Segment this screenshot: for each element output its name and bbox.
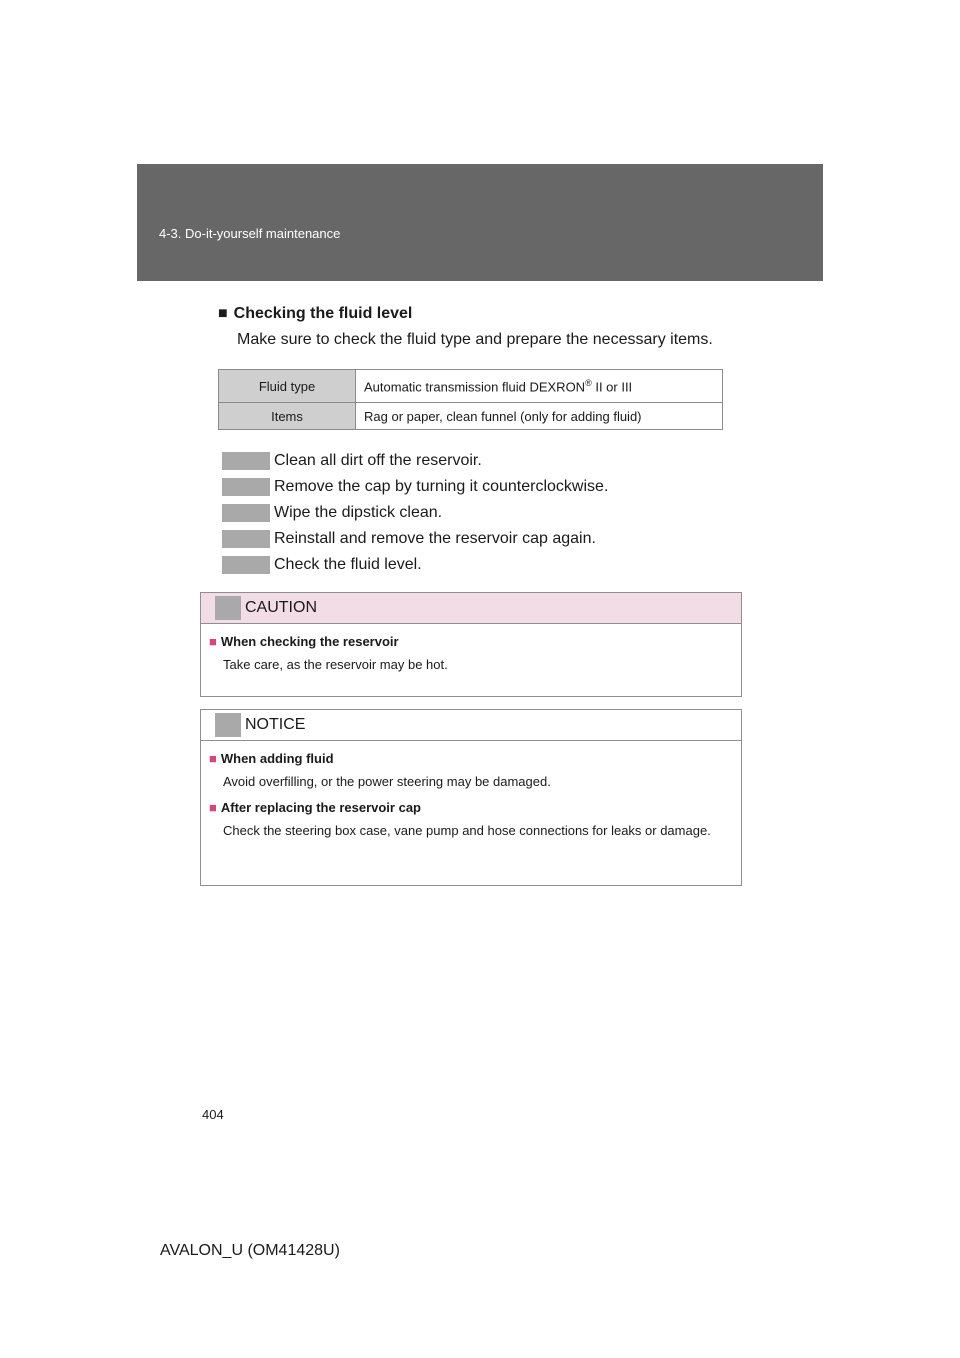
registered-mark: ® xyxy=(585,377,592,388)
notice-icon xyxy=(215,713,241,737)
table-value xyxy=(356,370,723,403)
step-text: Check the fluid level. xyxy=(274,556,422,573)
table-row xyxy=(219,370,723,403)
list-item xyxy=(222,526,608,552)
table-key: Fluid type xyxy=(219,370,356,403)
notice-title: NOTICE xyxy=(245,716,306,733)
notice-header xyxy=(201,710,741,741)
caution-body xyxy=(201,624,741,691)
step-marker xyxy=(222,556,270,574)
notice-item-title: When adding fluid xyxy=(220,751,334,766)
square-bullet-icon: ■ xyxy=(209,751,217,766)
step-marker xyxy=(222,478,270,496)
notice-item-text: Check the steering box case, vane pump and hose connections for leaks or damage. xyxy=(223,823,711,838)
value-text: Automatic transmission fluid DEXRON xyxy=(364,379,586,395)
notice-item-heading xyxy=(209,800,733,815)
step-list xyxy=(222,448,608,578)
document-id: AVALON_U (OM41428U) xyxy=(160,1242,340,1259)
section-label: 4-3. Do-it-yourself maintenance xyxy=(159,226,341,241)
notice-body xyxy=(201,741,741,857)
notice-item-heading xyxy=(209,751,733,766)
header-band xyxy=(137,164,823,281)
caution-item-title: When checking the reservoir xyxy=(220,634,399,649)
page-number: 404 xyxy=(202,1107,224,1122)
value-text-suffix: II or III xyxy=(591,379,633,395)
step-text: Clean all dirt off the reservoir. xyxy=(274,452,482,469)
caution-item-heading xyxy=(209,634,733,649)
caution-icon xyxy=(215,596,241,620)
notice-item-text: Avoid overfilling, or the power steering may be damaged. xyxy=(223,774,551,789)
caution-header xyxy=(201,593,741,624)
list-item xyxy=(222,552,608,578)
fluid-spec-table xyxy=(218,369,723,430)
table-value: Rag or paper, clean funnel (only for adding fluid) xyxy=(356,403,723,430)
caution-item-text: Take care, as the reservoir may be hot. xyxy=(223,657,448,672)
step-marker xyxy=(222,452,270,470)
section-intro: Make sure to check the fluid type and prepare the necessary items. xyxy=(237,331,713,348)
heading-title: Checking the fluid level xyxy=(233,305,413,322)
square-bullet-icon: ■ xyxy=(209,634,217,649)
caution-box xyxy=(200,592,742,697)
heading-bullet: ■ xyxy=(218,305,228,322)
step-marker xyxy=(222,530,270,548)
list-item xyxy=(222,500,608,526)
table-key: Items xyxy=(219,403,356,430)
list-item xyxy=(222,448,608,474)
notice-item-title: After replacing the reservoir cap xyxy=(220,800,421,815)
step-marker xyxy=(222,504,270,522)
section-heading xyxy=(218,305,412,323)
step-text: Wipe the dipstick clean. xyxy=(274,504,443,521)
list-item xyxy=(222,474,608,500)
caution-title: CAUTION xyxy=(245,599,317,616)
step-text: Remove the cap by turning it counterclockwise. xyxy=(274,478,609,495)
step-text: Reinstall and remove the reservoir cap again. xyxy=(274,530,596,547)
notice-box xyxy=(200,709,742,886)
square-bullet-icon: ■ xyxy=(209,800,217,815)
table-row xyxy=(219,403,723,430)
